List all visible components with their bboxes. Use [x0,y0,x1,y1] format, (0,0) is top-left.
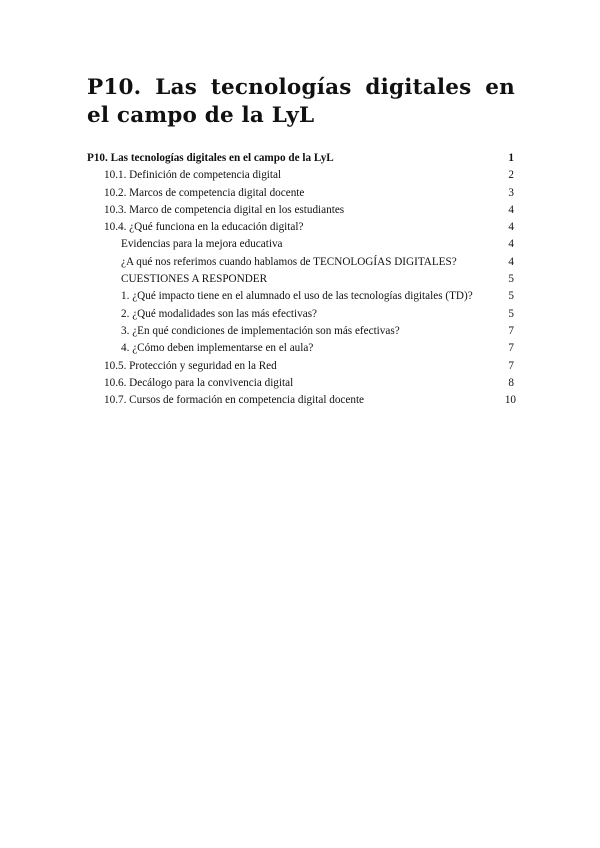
toc-entry-page: 7 [508,324,514,337]
toc-entry-label: P10. Las tecnologías digitales en el campo de la LyL [87,152,334,164]
toc-entry-page: 4 [508,255,514,268]
toc-entry-label: 1. ¿Qué impacto tiene en el alumnado el uso de las tecnologías digitales (TD)? [121,290,473,303]
toc-entry[interactable] [0,271,600,288]
toc-entry-page: 7 [508,359,514,372]
toc-entry-label: CUESTIONES A RESPONDER [121,273,268,286]
toc-entry-label: 2. ¿Qué modalidades son las más efectivas? [121,307,318,320]
toc-entry-page: 2 [508,169,514,182]
table-of-contents [0,150,600,409]
toc-entry-page: 10 [504,394,516,407]
toc-entry-label: ¿A qué nos referimos cuando hablamos de TECNOLOGÍAS DIGITALES? [121,255,457,268]
toc-entry-label: 3. ¿En qué condiciones de implementación son más efectivas? [121,324,400,337]
toc-entry[interactable] [0,219,600,236]
toc-entry-page: 4 [508,221,514,234]
toc-entry[interactable] [0,185,600,202]
toc-entry-page: 5 [508,307,514,320]
toc-entry[interactable] [0,392,600,409]
toc-entry[interactable] [0,288,600,305]
toc-entry-label: 10.2. Marcos de competencia digital docente [104,186,305,199]
toc-entry-label: 10.3. Marco de competencia digital en los estudiantes [104,203,345,216]
toc-entry-page: 8 [508,376,514,389]
toc-entry-label: 10.7. Cursos de formación en competencia digital docente [104,394,365,407]
toc-entry-page: 5 [508,290,514,303]
toc-entry[interactable] [0,375,600,392]
toc-entry-label: 4. ¿Cómo deben implementarse en el aula? [121,342,314,355]
toc-entry-label: 10.6. Decálogo para la convivencia digital [104,376,294,389]
toc-entry[interactable] [0,254,600,271]
toc-entry-page: 4 [508,203,514,216]
toc-entry[interactable] [0,202,600,219]
toc-entry[interactable] [0,323,600,340]
toc-entry[interactable] [0,340,600,357]
toc-entry-page: 4 [508,238,514,251]
toc-entry-label: 10.5. Protección y seguridad en la Red [104,359,277,372]
toc-entry-page: 7 [508,342,514,355]
document-title: P10. Las tecnologías digitales en el campo de la LyL [87,75,515,128]
toc-entry-label: 10.4. ¿Qué funciona en la educación digital? [104,221,304,234]
toc-entry[interactable] [0,306,600,323]
toc-entry-page: 3 [508,186,514,199]
toc-entry[interactable] [0,150,600,167]
toc-entry-label: Evidencias para la mejora educativa [121,238,283,251]
toc-entry-page: 1 [508,152,514,164]
toc-entry-page: 5 [508,273,514,286]
toc-entry[interactable] [0,236,600,253]
toc-entry[interactable] [0,167,600,184]
toc-entry[interactable] [0,358,600,375]
toc-entry-label: 10.1. Definición de competencia digital [104,169,282,182]
